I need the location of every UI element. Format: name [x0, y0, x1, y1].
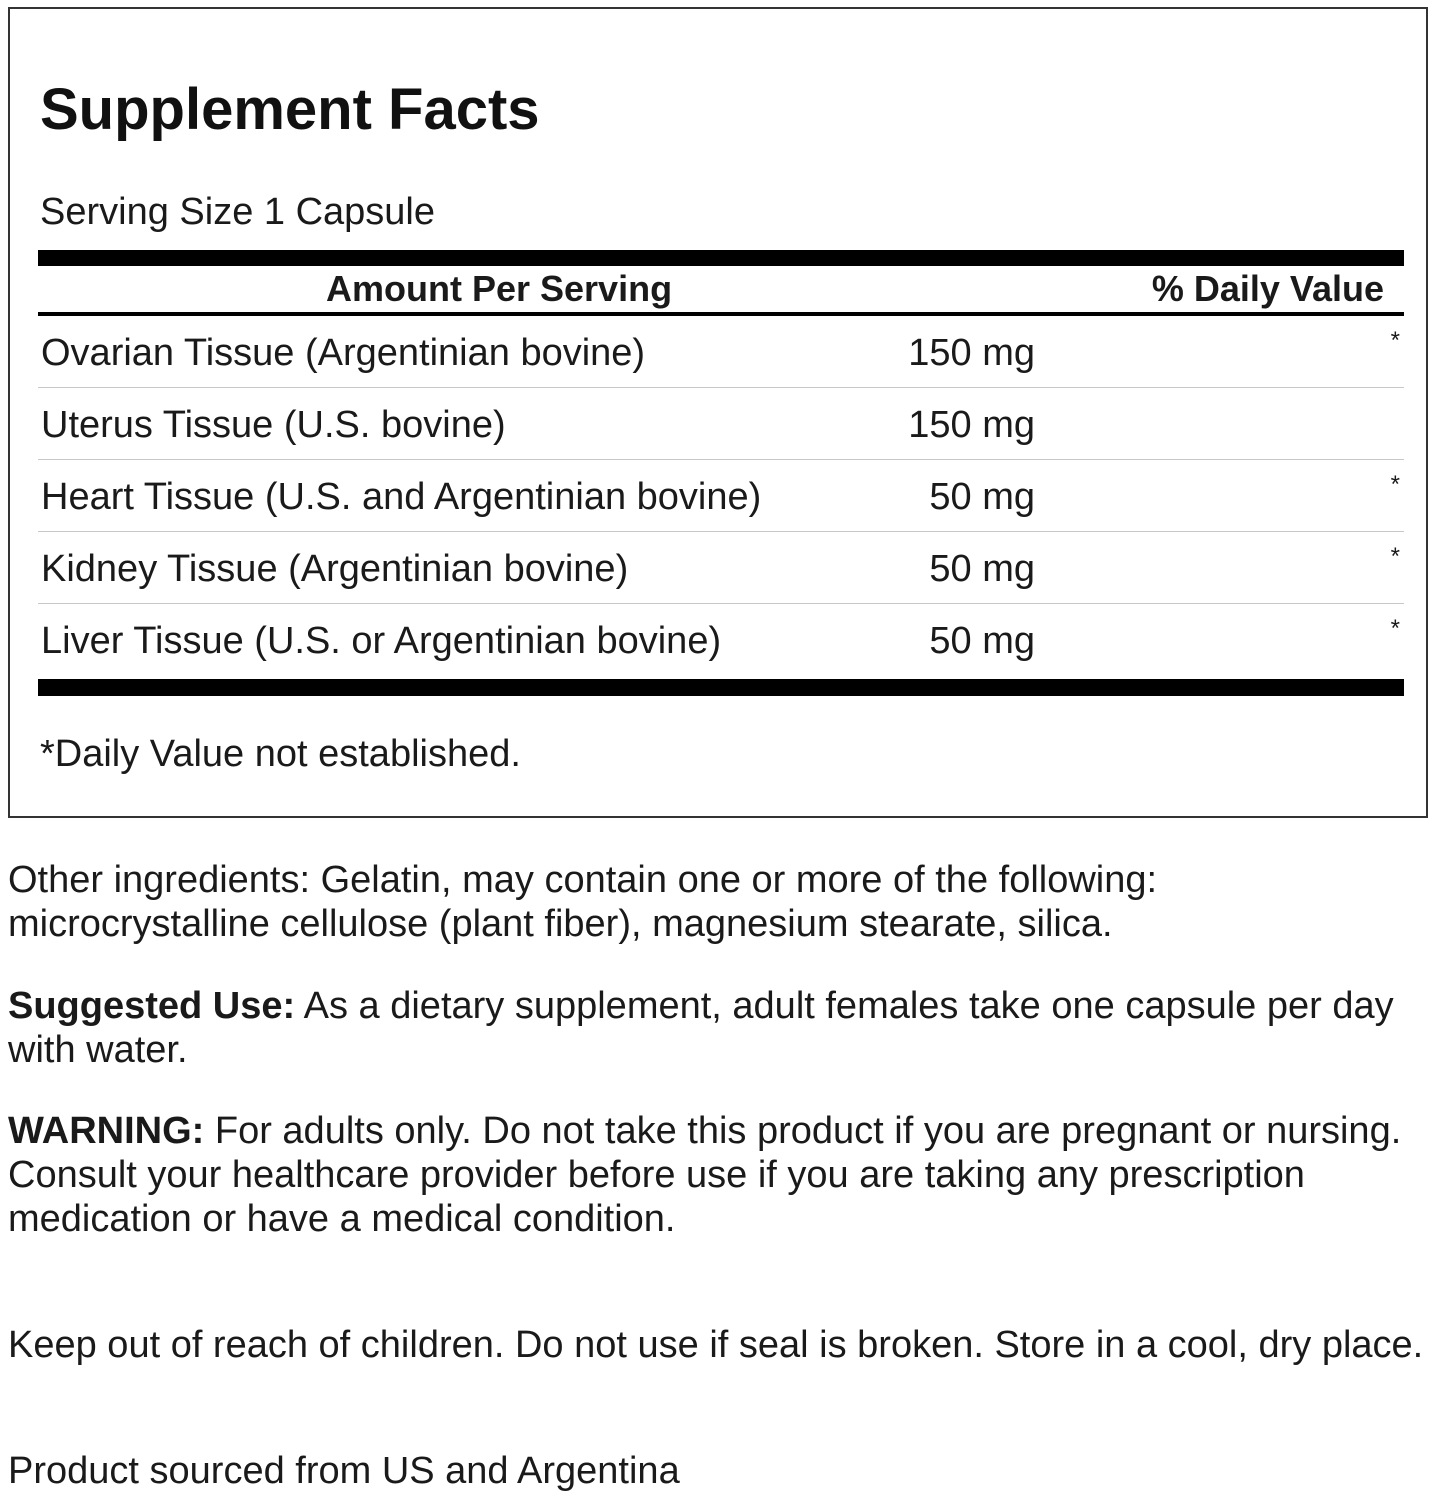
ingredient-amount: 50 mg: [929, 620, 1035, 662]
ingredient-daily-value: *: [1390, 615, 1400, 642]
ingredient-daily-value: *: [1390, 543, 1400, 570]
warning-text: For adults only. Do not take this product if you are pregnant or nursing. Consult your healthcare provider before use if you are taking any prescription medication or have a medical condition.: [8, 1110, 1402, 1240]
daily-value-footnote: *Daily Value not established.: [40, 733, 521, 775]
warning: [8, 1109, 1428, 1241]
ingredient-daily-value: *: [1390, 471, 1400, 498]
ingredient-name: Heart Tissue (U.S. and Argentinian bovine): [41, 476, 762, 518]
ingredient-amount: 50 mg: [929, 548, 1035, 590]
product-source: Product sourced from US and Argentina: [8, 1450, 680, 1492]
ingredient-name: Uterus Tissue (U.S. bovine): [41, 404, 506, 446]
ingredient-name: Liver Tissue (U.S. or Argentinian bovine): [41, 620, 722, 662]
facts-title: Supplement Facts: [40, 77, 540, 142]
ingredient-row: [38, 388, 1404, 460]
supplement-facts-panel: [8, 7, 1428, 818]
amount-per-serving-header: Amount Per Serving: [326, 268, 673, 309]
ingredient-name: Ovarian Tissue (Argentinian bovine): [41, 332, 646, 374]
daily-value-header: % Daily Value: [1151, 268, 1384, 309]
ingredient-row: [38, 604, 1404, 676]
ingredient-amount: 150 mg: [908, 332, 1035, 374]
ingredient-row: [38, 532, 1404, 604]
warning-label: WARNING:: [8, 1110, 205, 1152]
ingredient-daily-value: *: [1390, 327, 1400, 354]
other-ingredients: Other ingredients: Gelatin, may contain one or more of the following: microcrystalline cellulose (plant fiber), magnesium stearate, silica.: [8, 859, 1158, 945]
ingredient-row: [38, 460, 1404, 532]
top-thick-rule: [38, 250, 1404, 266]
suggested-use: [8, 984, 1428, 1072]
ingredient-name: Kidney Tissue (Argentinian bovine): [41, 548, 629, 590]
bottom-thick-rule: [38, 679, 1404, 696]
ingredient-amount: 150 mg: [908, 404, 1035, 446]
ingredient-row: [38, 316, 1404, 388]
suggested-use-text: As a dietary supplement, adult females take one capsule per day with water.: [8, 985, 1394, 1071]
ingredient-amount: 50 mg: [929, 476, 1035, 518]
serving-size: Serving Size 1 Capsule: [40, 191, 435, 233]
suggested-use-label: Suggested Use:: [8, 985, 296, 1027]
storage-instructions: Keep out of reach of children. Do not use if seal is broken. Store in a cool, dry place.: [8, 1324, 1424, 1366]
